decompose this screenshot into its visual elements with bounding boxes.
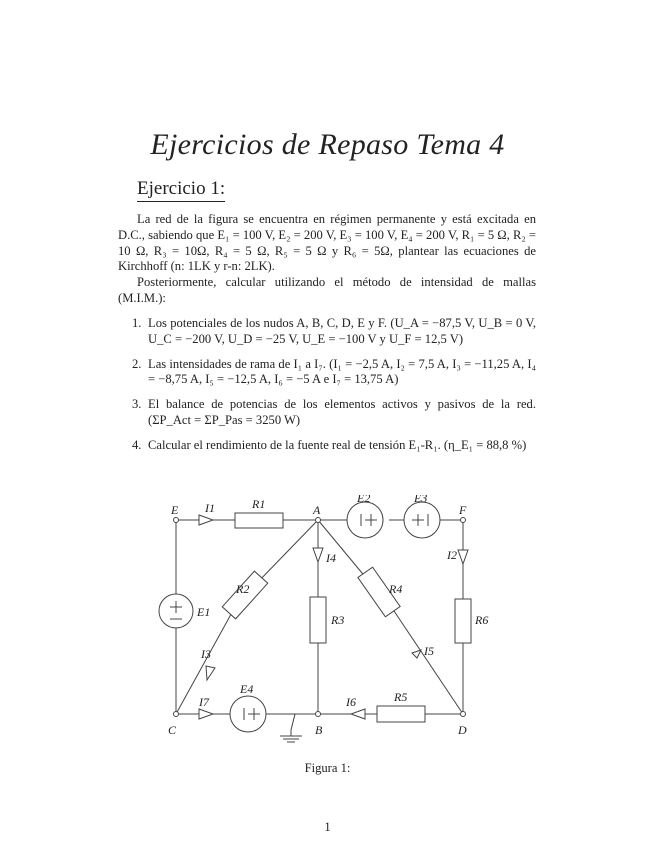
node-label: D xyxy=(458,723,467,737)
current-label: I4 xyxy=(326,551,336,565)
arrow-i3 xyxy=(206,666,215,680)
component-label: R4 xyxy=(389,582,403,596)
current-label: I1 xyxy=(205,501,215,515)
svg-text:E3 xyxy=(413,495,427,505)
svg-text:R3 xyxy=(330,613,344,627)
svg-text:R2 xyxy=(235,582,249,596)
svg-text:E4 xyxy=(239,682,253,696)
resistor-r6 xyxy=(455,599,471,643)
svg-text:E1 xyxy=(196,605,210,619)
component-label: R1 xyxy=(252,497,266,511)
arrow-i7 xyxy=(199,709,213,719)
arrow-i4 xyxy=(313,548,323,562)
svg-text:E2 xyxy=(356,495,370,505)
problem-instruction: Posteriormente, calcular utilizando el método de intensidad de mallas (M.I.M.): xyxy=(118,275,536,305)
resistor-r5 xyxy=(377,706,425,722)
arrow-i5 xyxy=(412,650,421,658)
current-label: I6 xyxy=(346,695,356,709)
svg-text:R1 xyxy=(251,497,265,511)
component-label: R2 xyxy=(236,582,250,596)
page-number: 1 xyxy=(324,820,331,834)
question-item: 3. El balance de potencias de los elementos activos y pasivos de la red. (ΣP_Act = ΣP_Pas = 3250 W) xyxy=(132,397,536,427)
arrow-i1 xyxy=(199,515,213,525)
circuit-diagram xyxy=(150,495,490,755)
resistor-r1 xyxy=(235,513,283,528)
component-label: E2 xyxy=(357,495,371,505)
node-label: C xyxy=(168,723,177,737)
svg-text:R6 xyxy=(474,613,488,627)
current-label: I2 xyxy=(447,548,457,562)
node-label: A xyxy=(313,503,321,517)
exercise-heading: Ejercicio 1: xyxy=(137,178,225,202)
component-label: R3 xyxy=(331,613,345,627)
component-label: E3 xyxy=(414,495,428,505)
component-label: R6 xyxy=(475,613,489,627)
problem-statement: La red de la figura se encuentra en régimen permanente y está excitada en D.C., sabiendo que E₁ = 100 V, E₂ = 200 V, E₃ = 100 V, E₄ = 200 V, R₁ = 5 Ω, R₂ = 10 Ω, R₃ = 10Ω, R₄ = 5 Ω, R₅ = 5 Ω y R₆ = 5Ω, plantear las ecuaciones de Kirchhoff (n: 1LK y r-n: 2LK). xyxy=(118,212,536,274)
node-label: E xyxy=(171,503,179,517)
node-label: F xyxy=(459,503,467,517)
question-item: 4. Calcular el rendimiento de la fuente real de tensión E₁-R₁. (η_E₁ = 88,8 %) xyxy=(132,437,527,452)
page-title: Ejercicios de Repaso Tema 4 xyxy=(150,128,505,161)
question-item: 1. Los potenciales de los nudos A, B, C, D, E y F. (U_A = −87,5 V, U_B = 0 V, U_C = −200 V, U_D = −25 V, U_E = −100 V y U_F = 12,5 V) xyxy=(132,316,536,346)
current-label: I3 xyxy=(201,647,211,661)
svg-text:R5 xyxy=(393,690,407,704)
node-label: B xyxy=(315,723,323,737)
current-label: I5 xyxy=(424,644,434,658)
component-label: E4 xyxy=(240,682,254,696)
resistor-r3 xyxy=(310,597,326,643)
figure-caption: Figura 1: xyxy=(304,761,351,775)
component-label: E1 xyxy=(197,605,211,619)
component-label: R5 xyxy=(394,690,408,704)
current-label: I7 xyxy=(199,695,209,709)
svg-text:R4 xyxy=(388,582,402,596)
question-item: 2. Las intensidades de rama de I₁ a I₇. (I₁ = −2,5 A, I₂ = 7,5 A, I₃ = −11,25 A, I₄ = −8,75 A, I₅ = −12,5 A, I₆ = −5 A e I₇ = 13,75 A) xyxy=(132,356,536,387)
arrow-i6 xyxy=(351,709,365,719)
question-list xyxy=(118,316,536,463)
arrow-i2 xyxy=(458,550,468,564)
